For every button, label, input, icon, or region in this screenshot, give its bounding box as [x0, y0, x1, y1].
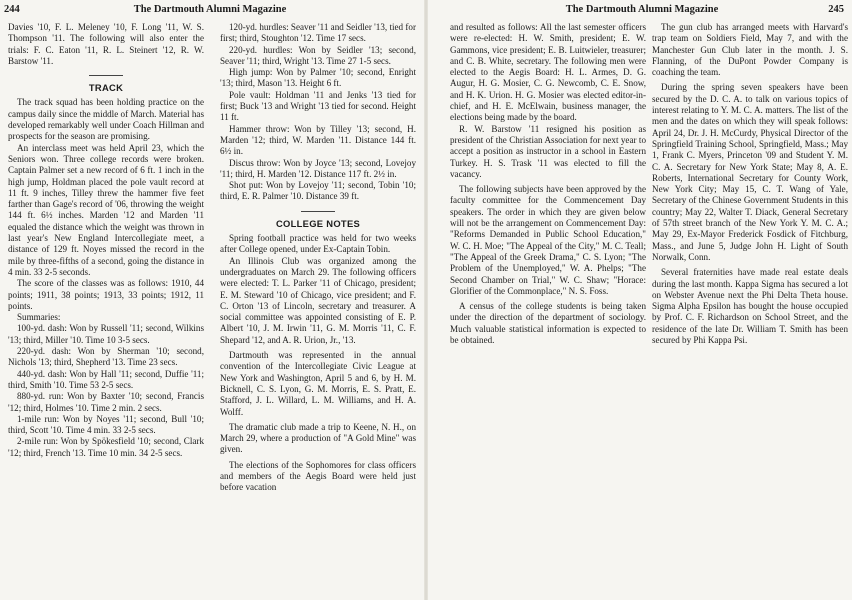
- track-paragraph: The score of the classes was as follows: 1910, 44 points; 1911, 38 points; 1913, 33 points; 1912, 11 points.: [8, 278, 204, 311]
- notes-paragraph: The elections of the Sophomores for class officers and members of the Aegis Board were held just before vacation: [220, 459, 416, 493]
- notes-paragraph: The gun club has arranged meets with Harvard's trap team on Soldiers Field, May 7, and with the Manchester Gun Club later in the month. J. S. Flanning, of the DuPont Powder Company is coaching the team.: [652, 22, 848, 78]
- event-result: Discus throw: Won by Joyce '13; second, Lovejoy '11; third, H. Marden '12. Distance 117 ft. 2½ in.: [220, 157, 416, 179]
- column-1: [8, 22, 204, 592]
- event-result: 220-yd. dash: Won by Sherman '10; second, Nichols '13; third, Shepherd '13. Time 23 secs.: [8, 346, 204, 368]
- section-divider: [301, 211, 335, 212]
- event-result: 440-yd. dash: Won by Hall '11; second, Duffie '11; third, Smith '10. Time 53 2-5 secs.: [8, 368, 204, 390]
- running-head-right: [440, 4, 844, 18]
- notes-paragraph: During the spring seven speakers have been secured by the D. C. A. to talk on various topics of interest relating to Y. M. C. A. matters. The list of the men and the dates on which they will speak follows: April 24, Dr. J. H. McCurdy, Physical Director of the Springfield Training School, Springfield, Mass.; May 1, Frank C. Myers, Princeton '09 and Student Y. M. C. A. Secretary for New York State; May 8, A. E. Roberts, International Secretary for County Work, New York City; May 15, C. T. Wang of Yale, Secretary of the Chinese Government Students in this country; May 22, Walter T. Diack, General Secretary of 57th street branch of the New York Y. M. C. A.; May 29, Ex-Mayor Frederick Fosdick of Fitchburg, Mass., and June 5, Judge John H. Light of South Norwalk, Conn.: [652, 82, 848, 262]
- column-4: [652, 22, 848, 592]
- right-page: [426, 0, 852, 600]
- notes-paragraph: The dramatic club made a trip to Keene, N. H., on March 29, where a production of "A Gold Mine" was given.: [220, 421, 416, 455]
- notes-paragraph: An Illinois Club was organized among the undergraduates on March 29. The following officers were elected: T. L. Parker '11 of Chicago, president; E. M. Steward '10 of Chicago, vice president; and F. C. Orton '13 of Lincoln, secretary and treasurer. A social committee was appointed consisting of E. P. Albert '10, J. M. Irwin '11, G. M. Morris '11, C. F. Shepard '12, and A. R. Urion, Jr., '13.: [220, 255, 416, 345]
- column-2: [220, 22, 416, 592]
- page-number-right: 245: [828, 4, 844, 15]
- event-result: Pole vault: Holdman '11 and Jenks '13 tied for first; Buck '13 and Wright '13 tied for second. Height 11 ft.: [220, 89, 416, 123]
- event-result: Shot put: Won by Lovejoy '11; second, Tobin '10; third, E. R. Palmer '10. Distance 39 ft.: [220, 180, 416, 202]
- running-title-left: The Dartmouth Alumni Magazine: [133, 4, 287, 15]
- event-result: 1-mile run: Won by Noyes '11; second, Bull '10; third, Scott '10. Time 4 min. 33 2-5 secs.: [8, 413, 204, 436]
- track-heading: TRACK: [88, 82, 124, 94]
- continued-text: Davies '10, F. L. Meleney '10, F. Long '11, W. S. Thompson '11. The following will also enter the trials: F. C. Eaton '11, R. L. Steinert '12, R. W. Barstow '11.: [8, 22, 204, 66]
- event-result: 100-yd. dash: Won by Russell '11; second, Wilkins '13; third, Miller '10. Time 10 3-5 secs.: [8, 323, 204, 345]
- section-divider: [89, 75, 123, 76]
- notes-paragraph: Several fraternities have made real estate deals during the last month. Kappa Sigma has secured a lot on Webster Avenue next the Phi Delta Theta house. Sigma Alpha Epsilon has bought the house occupied by Prof. C. F. Richardson on School Street, and the residence of the late Dr. William T. Smith has been secured by Phi Kappa Psi.: [652, 267, 848, 346]
- college-notes-heading: COLLEGE NOTES: [275, 217, 361, 229]
- event-result: 2-mile run: Won by Spökesfield '10; second, Clark '12; third, French '13. Time 10 min. 34 2-5 secs.: [8, 436, 204, 458]
- running-title-right: The Dartmouth Alumni Magazine: [565, 4, 719, 15]
- event-result: 880-yd. run: Won by Baxter '10; second, Francis '12; third, Holmes '10. Time 2 min. 2 secs.: [8, 391, 204, 413]
- summaries-label: Summaries:: [17, 312, 61, 323]
- track-paragraph: The track squad has been holding practice on the campus daily since the middle of March. Material has developed remarkably well under Coach Hillman and prospects for the season are promising.: [8, 97, 204, 142]
- track-paragraph: An interclass meet was held April 23, which the Seniors won. Three college records were broken. Captain Palmer set a new record of 6 ft. 1 inch in the high jump, Holdman placed the pole vault record at 11 ft. 9 inches, Tilley threw the hammer five feet farther than Gage's record of '06, throwing the weight 144 ft. 6½ inches. Marden '12 and Marden '11 equaled the distance which the weight was thrown in last year's New England Intercollegiate meet, a distance of 129 ft. Noyes missed the record in the mile by three-fifths of a second, going the distance in 4 min. 33 2-5 seconds.: [8, 142, 204, 277]
- notes-paragraph: A census of the college students is being taken under the direction of the department of sociology. Much valuable statistical information is expected to be obtained.: [450, 301, 646, 346]
- notes-paragraph: Spring football practice was held for two weeks after College opened, under Ex-Captain Tobin.: [220, 233, 416, 255]
- event-result: 120-yd. hurdles: Seaver '11 and Seidler '13, tied for first; third, Stoughton '12. Time 17 secs.: [220, 22, 416, 44]
- event-result: 220-yd. hurdles: Won by Seidler '13; second, Seaver '11; third, Wright '13. Time 27 1-5 secs.: [220, 44, 416, 66]
- event-result: High jump: Won by Palmer '10; second, Enright '13; third, Mason '13. Height 6 ft.: [220, 67, 416, 89]
- notes-paragraph: R. W. Barstow '11 resigned his position as president of the Christian Association for next year to accept a position as instructor in a school in Eastern Turkey. H. S. Trask '11 was elected to fill the vacancy.: [450, 123, 646, 179]
- notes-paragraph: Dartmouth was represented in the annual convention of the Intercollegiate Civic League at New York and Washington, April 5 and 6, by H. M. Bicknell, C. S. Lyon, G. M. Morris, E. S. Pratt, E. Stafford, J. L. Willard, L. M. Williams, and H. A. Wolff.: [220, 350, 416, 417]
- page-number-left: 244: [4, 4, 20, 15]
- notes-paragraph: The following subjects have been approved by the faculty committee for the Commencement Day speakers. The order in which they are given below will not be the arrangement on Commencement Day: "Reforms Demanded in Public School Education," W. C. H. Moe; "The Appeal of the City," M. C. Teall; "The Appeal of the Greek Drama," C. S. Lyon; "The Problem of the Unemployed," W. A. Phelps; "The Second Chamber on Trial," W. C. Shaw; "Horace: Glorifier of the Commonplace," N. S. Foss.: [450, 184, 646, 296]
- running-head-left: [4, 4, 416, 18]
- notes-paragraph: and resulted as follows: All the last semester officers were re-elected: H. W. Smith, president; E. W. Gammons, vice president; E. B. Luitwieler, treasurer; and C. B. White, secretary. The following men were elected to the Aegis Board: H. L. Armes, D. G. Augur, H. G. Mosier, C. G. Newcomb, C. E. Snow, and H. K. Urion. H. G. Mosier was elected editor-in-chief, and H. E. McElwain, business manager, the elections being made by the board.: [450, 22, 646, 123]
- column-3: [450, 22, 646, 592]
- event-result: Hammer throw: Won by Tilley '13; second, H. Marden '12; third, W. Marden '11. Distance 144 ft. 6½ in.: [220, 123, 416, 157]
